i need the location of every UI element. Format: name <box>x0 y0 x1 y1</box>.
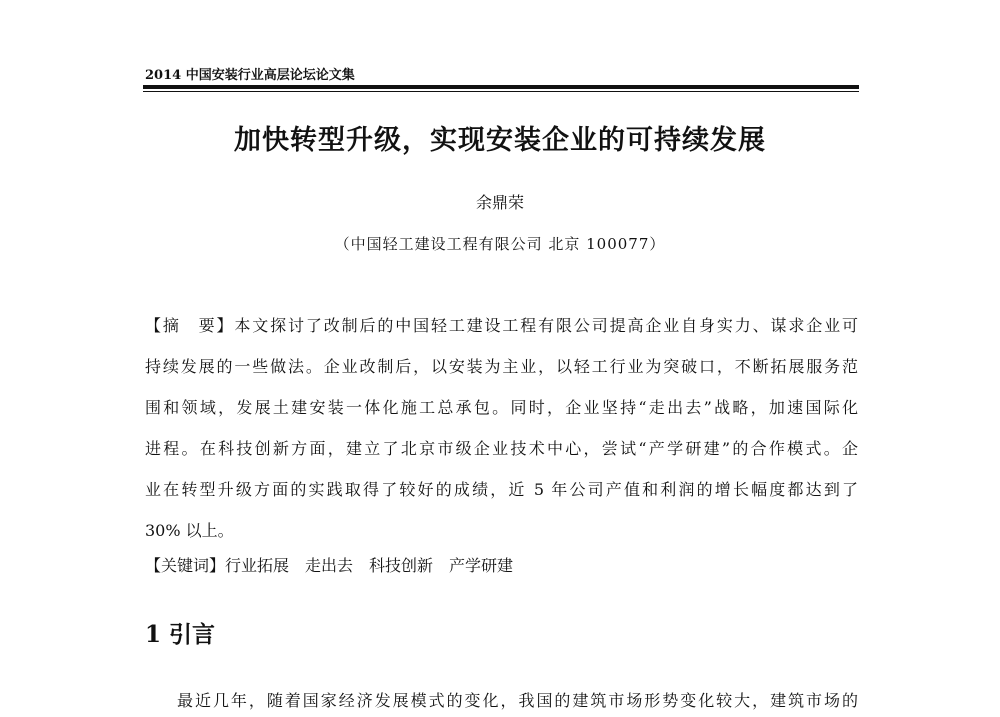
abstract-line: 30% 以上。 <box>145 521 234 540</box>
affiliation: （中国轻工建设工程有限公司 北京 100077） <box>334 235 666 253</box>
abstract-line: 业在转型升级方面的实践取得了较好的成绩，近 5 年公司产值和利润的增长幅度都达到了 <box>145 480 858 499</box>
paper-title: 加快转型升级，实现安装企业的可持续发展 <box>234 125 766 156</box>
header-rule-thick <box>143 85 859 89</box>
keywords: 【关键词】行业拓展 走出去 科技创新 产学研建 <box>145 556 514 575</box>
abstract <box>145 314 858 560</box>
abstract-line: 持续发展的一些做法。企业改制后，以安装为主业，以轻工行业为突破口，不断拓展服务范 <box>145 357 858 376</box>
running-header: 2014 中国安装行业高层论坛论文集 <box>145 68 355 83</box>
header-rule-thin <box>143 91 859 92</box>
author: 余鼎荣 <box>475 193 524 212</box>
body-paragraph: 最近几年，随着国家经济发展模式的变化，我国的建筑市场形势变化较大，建筑市场的 <box>177 691 858 710</box>
abstract-line: 围和领域，发展土建安装一体化施工总承包。同时，企业坚持“走出去”战略，加速国际化 <box>145 398 858 417</box>
section-heading: 1 引言 <box>145 621 216 648</box>
abstract-line: 【摘 要】本文探讨了改制后的中国轻工建设工程有限公司提高企业自身实力、谋求企业可 <box>145 316 858 335</box>
abstract-line: 进程。在科技创新方面，建立了北京市级企业技术中心，尝试“产学研建”的合作模式。企 <box>145 439 858 458</box>
